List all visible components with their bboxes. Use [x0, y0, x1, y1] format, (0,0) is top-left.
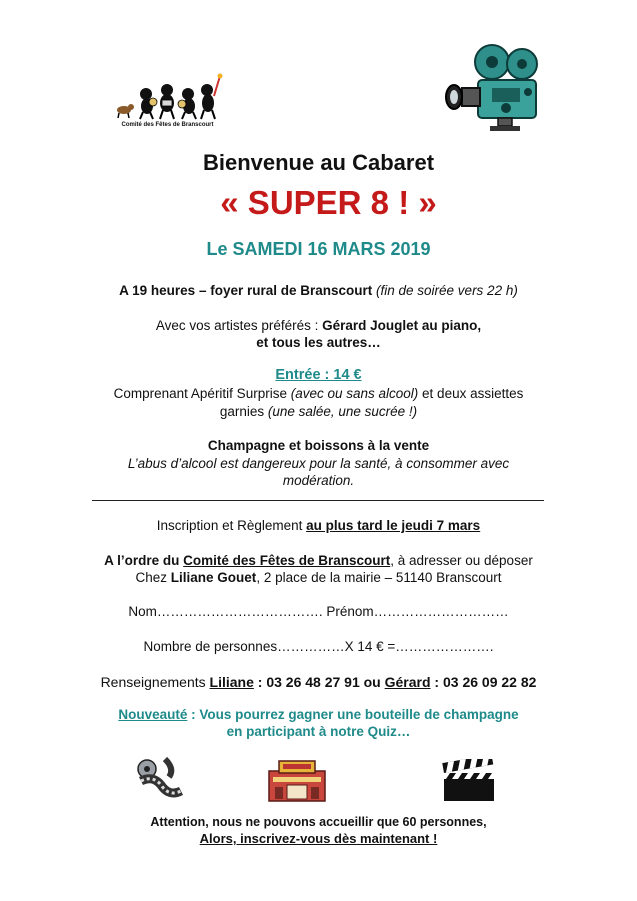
entry-label: Entrée : 14 €	[275, 367, 362, 383]
news-line2: en participant à notre Quiz…	[226, 724, 411, 739]
time-place-note: (fin de soirée vers 22 h)	[376, 283, 518, 298]
order-chez: Chez	[135, 570, 171, 585]
entry-line2-a: garnies	[219, 404, 268, 419]
order-suffix: , à adresser ou déposer	[390, 553, 533, 568]
artists-name: Gérard Jouglet au piano,	[322, 318, 482, 333]
order-line1	[0, 552, 637, 569]
registration-line	[0, 517, 637, 534]
artists-line	[0, 317, 637, 334]
movie-camera-icon	[440, 40, 550, 135]
entry-line1	[0, 385, 637, 402]
registration-deadline: au plus tard le jeudi 7 mars	[306, 518, 481, 533]
drinks-title: Champagne et boissons à la vente	[207, 438, 430, 453]
contact-name1: Liliane	[209, 674, 254, 690]
dancing-figures-logo	[110, 72, 225, 134]
registration-prefix: Inscription et Règlement	[156, 518, 307, 533]
clapperboard-icon	[442, 759, 496, 808]
news-line1	[0, 706, 637, 723]
order-prefix: A l’ordre du	[104, 553, 184, 568]
entry-line1-a: Comprenant Apéritif Surprise	[113, 386, 291, 401]
cinema-building-icon	[267, 757, 327, 808]
event-subtitle: « SUPER 8 ! »	[220, 184, 437, 221]
order-org: Comité des Fêtes de Branscourt	[183, 553, 391, 568]
bottom-icons	[0, 755, 637, 805]
name-form-line[interactable]: Nom………………………………. Prénom…………………………	[128, 604, 509, 619]
event-date: Le SAMEDI 16 MARS 2019	[206, 239, 431, 259]
artists-line2: et tous les autres…	[256, 335, 381, 350]
order-person: Liliane Gouet	[170, 570, 257, 585]
order-address: , 2 place de la mairie – 51140 Branscourt	[256, 570, 502, 585]
drinks-warning-line2: modération.	[282, 473, 355, 488]
time-place-line	[0, 282, 637, 299]
persons-form-line[interactable]: Nombre de personnes……………X 14 € =………………….	[143, 639, 494, 654]
order-line2	[0, 569, 637, 586]
contact-phone2: : 03 26 09 22 82	[430, 674, 537, 690]
entry-line1-c: et deux assiettes	[418, 386, 524, 401]
logo-caption: Comité des Fêtes de Branscourt	[121, 122, 214, 128]
event-title: Bienvenue au Cabaret	[202, 150, 435, 175]
time-place-main: A 19 heures – foyer rural de Branscourt	[119, 283, 373, 298]
news-label: Nouveauté	[118, 707, 188, 722]
film-reel-icon	[135, 755, 185, 808]
entry-line2	[0, 403, 637, 420]
entry-line2-b: (une salée, une sucrée !)	[267, 404, 418, 419]
contact-phone1: : 03 26 48 27 91 ou	[253, 674, 385, 690]
contact-prefix: Renseignements	[100, 674, 210, 690]
drinks-warning-line1: L’abus d’alcool est dangereux pour la santé, à consommer avec	[127, 456, 510, 471]
contact-line	[0, 673, 637, 691]
footer-line2: Alors, inscrivez-vous dès maintenant !	[199, 831, 438, 846]
section-divider	[92, 500, 544, 501]
footer-line1: Attention, nous ne pouvons accueillir que 60 personnes,	[150, 815, 487, 829]
contact-name2: Gérard	[384, 674, 431, 690]
artists-prefix: Avec vos artistes préférés :	[155, 318, 323, 333]
entry-line1-b: (avec ou sans alcool)	[290, 386, 419, 401]
news-text1: : Vous pourrez gagner une bouteille de champagne	[187, 707, 519, 722]
